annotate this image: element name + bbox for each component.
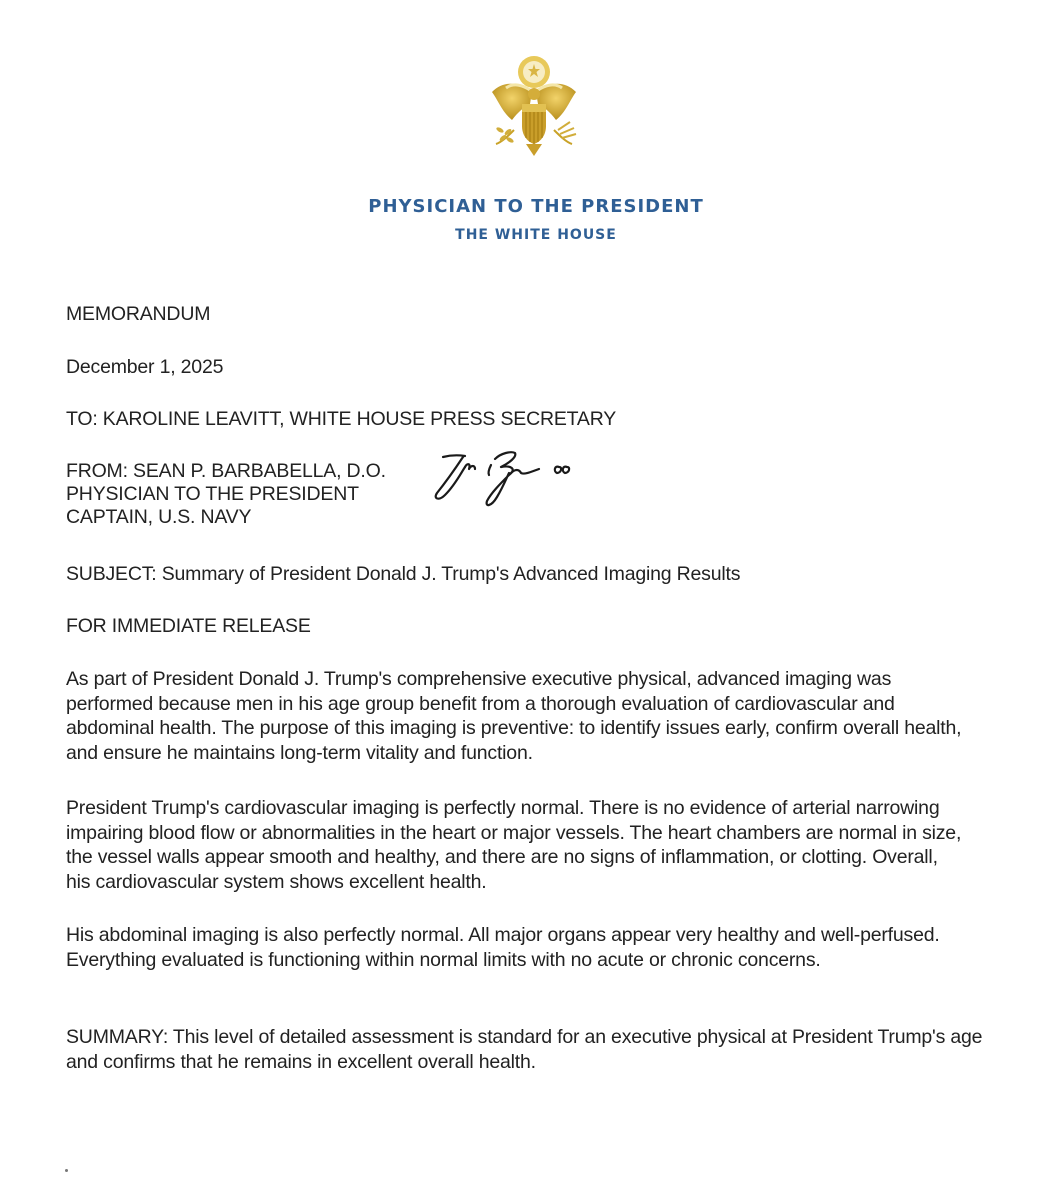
from-name: FROM: SEAN P. BARBABELLA, D.O.	[66, 460, 386, 482]
letterhead-title: PHYSICIAN TO THE PRESIDENT	[368, 196, 704, 217]
body-paragraph-summary	[66, 1025, 991, 1074]
body-paragraph-intro	[66, 667, 966, 765]
release-notice: FOR IMMEDIATE RELEASE	[66, 615, 311, 637]
letterhead-subtitle: THE WHITE HOUSE	[455, 227, 617, 243]
handwritten-signature-icon	[425, 445, 595, 515]
memo-date: December 1, 2025	[66, 356, 224, 378]
paragraph-text: President Trump's cardiovascular imaging is perfectly normal. There is no evidence of arterial narrowing impairing blood flow or abnormalities in the heart or major vessels. The heart chambers are normal in size, the vessel walls appear smooth and healthy, and there are no signs of inflammation, or clotting. Overall, his cardiovascular system shows excellent health.	[66, 797, 962, 893]
great-seal-eagle-icon	[484, 52, 584, 162]
paragraph-text: SUMMARY: This level of detailed assessment is standard for an executive physical at President Trump's age and confirms that he remains in excellent overall health.	[66, 1026, 983, 1073]
paragraph-text: As part of President Donald J. Trump's comprehensive executive physical, advanced imaging was performed because men in his age group benefit from a thorough evaluation of cardiovascular and abdominal health. The purpose of this imaging is preventive: to identify issues early, confirm overall health, and ensure he maintains long-term vitality and function.	[66, 668, 962, 764]
paragraph-text: His abdominal imaging is also perfectly normal. All major organs appear very healthy and well-perfused. Everything evaluated is functioning within normal limits with no acute or chronic concerns.	[66, 924, 940, 971]
memo-heading: MEMORANDUM	[66, 303, 211, 325]
from-rank: CAPTAIN, U.S. NAVY	[66, 506, 252, 528]
memo-to: TO: KAROLINE LEAVITT, WHITE HOUSE PRESS SECRETARY	[66, 408, 617, 430]
from-title: PHYSICIAN TO THE PRESIDENT	[66, 483, 359, 505]
body-paragraph-abdominal	[66, 923, 976, 972]
body-paragraph-cardiovascular	[66, 796, 966, 894]
memo-from	[66, 460, 386, 529]
scan-artifact-dot	[65, 1169, 68, 1172]
memo-subject: SUBJECT: Summary of President Donald J. Trump's Advanced Imaging Results	[66, 563, 741, 585]
